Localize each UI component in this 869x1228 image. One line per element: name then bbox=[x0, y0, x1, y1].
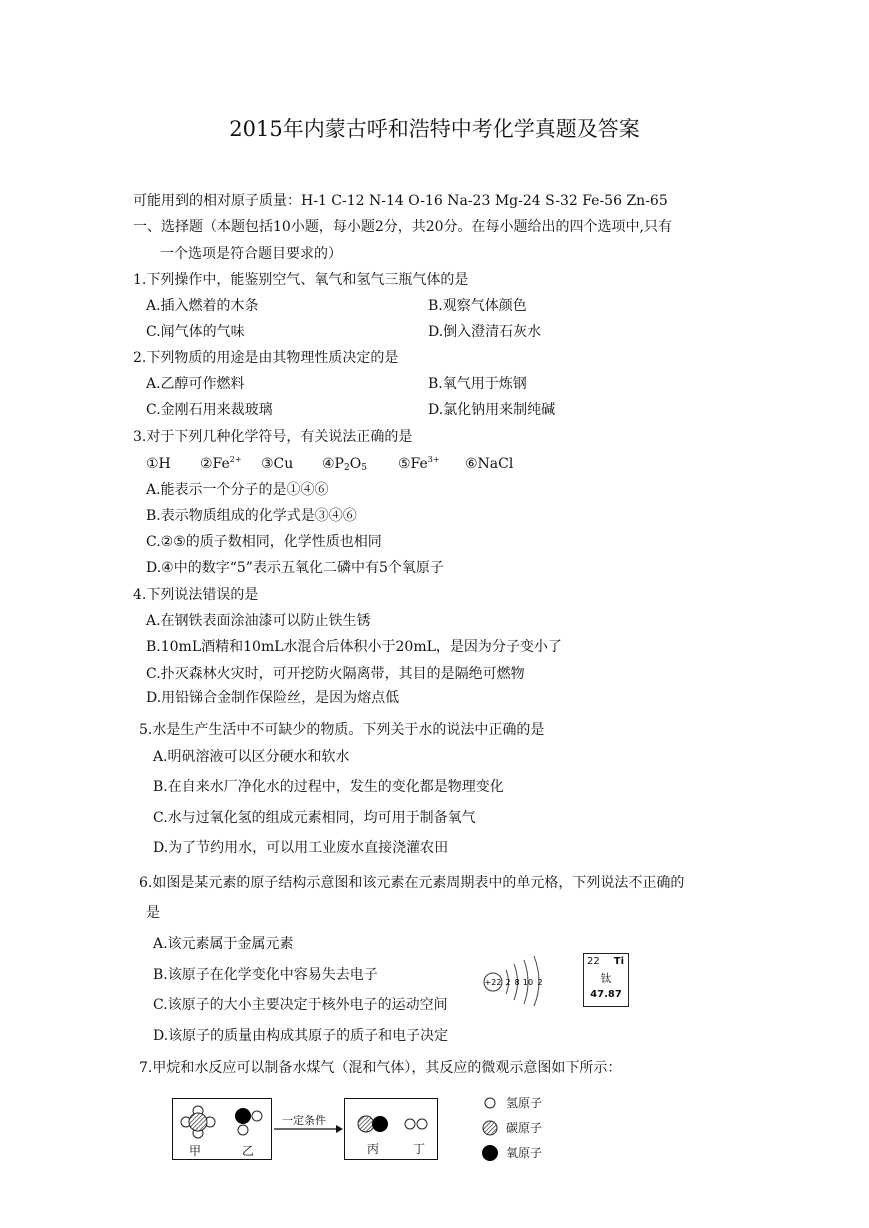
carbon-atom bbox=[358, 1116, 374, 1132]
element-symbol: Ti bbox=[613, 956, 624, 967]
q2-option-b: B.氧气用于炼钢 bbox=[428, 376, 527, 392]
q5-option-a: A.明矾溶液可以区分硬水和软水 bbox=[153, 749, 350, 765]
legend-hydrogen bbox=[485, 1098, 495, 1108]
shell-electron-count: 2 bbox=[505, 978, 511, 987]
legend-symbols bbox=[480, 1094, 500, 1164]
section-heading: 一、选择题（本题包括10小题，每小题2分，共20分。在每小题给出的四个选项中,只有 bbox=[133, 219, 672, 235]
q3-option-c: C.②⑤的质子数相同，化学性质也相同 bbox=[146, 534, 382, 550]
q4-option-b: B.10mL酒精和10mL水混合后体积小于20mL，是因为分子变小了 bbox=[146, 639, 562, 655]
q5-stem: 5.水是生产生活中不可缺少的物质。下列关于水的说法中正确的是 bbox=[139, 722, 545, 738]
q1-option-c: C.闻气体的气味 bbox=[146, 324, 245, 340]
q4-stem: 4.下列说法错误的是 bbox=[133, 587, 259, 603]
periodic-table-cell bbox=[583, 953, 629, 1007]
element-name: 钛 bbox=[600, 972, 612, 985]
q2-option-c: C.金刚石用来裁玻璃 bbox=[146, 402, 273, 418]
q6-option-a: A.该元素属于金属元素 bbox=[153, 936, 294, 952]
carbon-atom bbox=[189, 1113, 207, 1131]
page-title: 2015年内蒙古呼和浩特中考化学真题及答案 bbox=[229, 117, 640, 141]
hydrogen-atom bbox=[405, 1119, 415, 1129]
q3-symbol-2: $②Fe^{2+}$ bbox=[200, 455, 242, 472]
hydrogen-atom bbox=[417, 1119, 427, 1129]
label-yi: 乙 bbox=[242, 1144, 255, 1158]
atomic-mass: 47.87 bbox=[590, 989, 622, 1000]
q6-option-b: B.该原子在化学变化中容易失去电子 bbox=[153, 967, 378, 983]
q1-option-a: A.插入燃着的木条 bbox=[146, 298, 259, 314]
legend-oxygen bbox=[482, 1145, 498, 1161]
q3-symbol-1: ①H bbox=[146, 456, 171, 472]
section-heading-cont: 一个选项是符合题目要求的） bbox=[160, 246, 342, 262]
hydrogen-atom bbox=[252, 1111, 262, 1121]
q3-symbol-5: $⑤Fe^{3+}$ bbox=[398, 455, 440, 472]
atomic-number: 22 bbox=[587, 956, 600, 967]
shell-electron-count: 2 bbox=[537, 978, 543, 987]
q1-stem: 1.下列操作中，能鉴别空气、氧气和氢气三瓶气体的是 bbox=[133, 272, 469, 288]
q6-stem-cont: 是 bbox=[146, 905, 160, 921]
q4-option-d: D.用铅锑合金制作保险丝，是因为熔点低 bbox=[146, 690, 400, 706]
shell-electron-count: 8 bbox=[514, 978, 520, 987]
q7-stem: 7.甲烷和水反应可以制备水煤气（混和气体），其反应的微观示意图如下所示： bbox=[139, 1060, 622, 1076]
reaction-arrow bbox=[272, 1124, 344, 1134]
legend-carbon-label: 碳原子 bbox=[506, 1121, 543, 1135]
oxygen-atom bbox=[372, 1116, 388, 1132]
label-jia: 甲 bbox=[189, 1144, 202, 1158]
q5-option-b: B.在自来水厂净化水的过程中，发生的变化都是物理变化 bbox=[153, 779, 504, 795]
atomic-masses: 可能用到的相对原子质量：H-1 C-12 N-14 O-16 Na-23 Mg-24 S-32 Fe-56 Zn-65 bbox=[133, 193, 668, 209]
q4-option-a: A.在钢铁表面涂油漆可以防止铁生锈 bbox=[146, 613, 371, 629]
legend-carbon bbox=[483, 1121, 497, 1135]
q1-option-b: B.观察气体颜色 bbox=[428, 298, 527, 314]
atom-structure-diagram bbox=[481, 948, 553, 1008]
q3-stem: 3.对于下列几种化学符号，有关说法正确的是 bbox=[133, 429, 413, 445]
q3-option-d: D.④中的数字“5”表示五氧化二磷中有5个氧原子 bbox=[146, 560, 444, 576]
reaction-condition: 一定条件 bbox=[282, 1114, 326, 1127]
q6-option-d: D.该原子的质量由构成其原子的质子和电子决定 bbox=[153, 1028, 449, 1044]
q3-option-b: B.表示物质组成的化学式是③④⑥ bbox=[146, 508, 357, 524]
hydrogen-atom bbox=[238, 1125, 248, 1135]
reactants-molecules bbox=[172, 1098, 272, 1160]
q6-stem: 6.如图是某元素的原子结构示意图和该元素在元素周期表中的单元格，下列说法不正确的 bbox=[139, 875, 685, 891]
q2-stem: 2.下列物质的用途是由其物理性质决定的是 bbox=[133, 350, 399, 366]
q4-option-c: C.扑灭森林火灾时，可开挖防火隔离带，其目的是隔绝可燃物 bbox=[146, 666, 525, 682]
q5-option-d: D.为了节约用水，可以用工业废水直接浇灌农田 bbox=[153, 840, 449, 856]
label-bing: 丙 bbox=[367, 1142, 380, 1156]
q3-symbol-4: $④P_2O_5$ bbox=[322, 456, 367, 473]
q6-option-c: C.该原子的大小主要决定于核外电子的运动空间 bbox=[153, 997, 448, 1013]
oxygen-atom bbox=[235, 1108, 251, 1124]
q2-option-d: D.氯化钠用来制纯碱 bbox=[428, 402, 556, 418]
shell-electron-count: 10 bbox=[522, 978, 534, 987]
q2-option-a: A.乙醇可作燃料 bbox=[146, 376, 245, 392]
q1-option-d: D.倒入澄清石灰水 bbox=[428, 324, 542, 340]
q3-symbol-6: ⑥NaCl bbox=[465, 456, 514, 472]
legend-oxygen-label: 氧原子 bbox=[506, 1146, 543, 1160]
legend-hydrogen-label: 氢原子 bbox=[506, 1096, 543, 1110]
q3-option-a: A.能表示一个分子的是①④⑥ bbox=[146, 482, 329, 498]
nucleus-charge: +22 bbox=[484, 978, 502, 987]
label-ding: 丁 bbox=[413, 1142, 426, 1156]
q5-option-c: C.水与过氧化氢的组成元素相同，均可用于制备氧气 bbox=[153, 810, 476, 826]
q3-symbol-3: ③Cu bbox=[261, 456, 294, 472]
